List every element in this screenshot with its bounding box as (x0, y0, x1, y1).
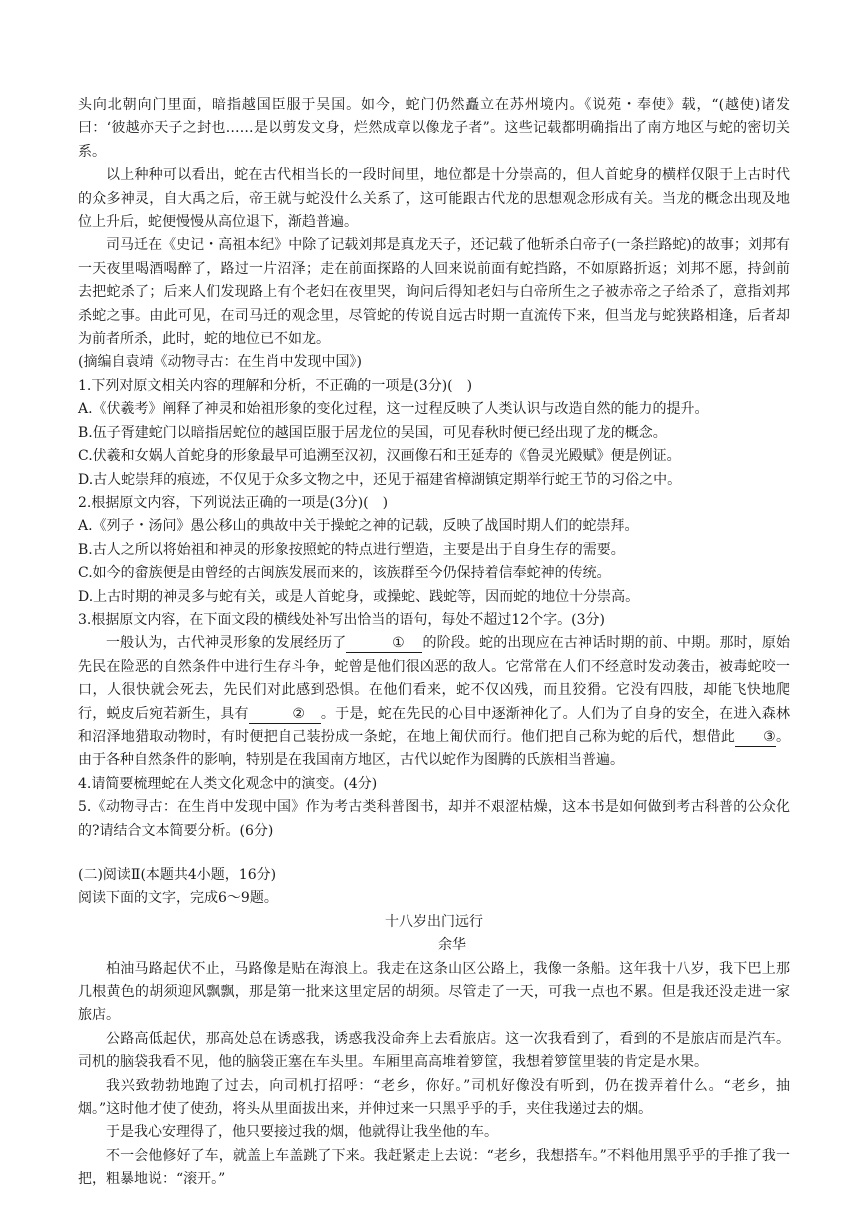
q3-text-part: 的阶段。蛇的出现应在古神话时期的前、中期。那时，原始先民在险恶的自然条件中进行生存斗争，蛇曾是他们很凶恶的敌人。它常常在人们不经意时发动袭击，被毒蛇咬一口，人很快就会死去，先民们对此感到恐惧。在他们看来，蛇不仅凶残，而且狡猾。它没有四肢，却能飞快地爬行，蜕皮后宛若新生，具有 (78, 635, 791, 722)
story-title: 十八岁出门远行 (385, 913, 483, 930)
question-2-option-d: D.上古时期的神灵多与蛇有关，或是人首蛇身，或操蛇、践蛇等，因而蛇的地位十分崇高。 (78, 588, 640, 605)
question-2-option-c: C.如今的畲族便是由曾经的古闽族发展而来的，该族群至今仍保持着信奉蛇神的传统。 (78, 565, 611, 582)
story-paragraph: 柏油马路起伏不止，马路像是贴在海浪上。我走在这条山区公路上，我像一条船。这年我十八岁，我下巴上那几根黄色的胡须迎风飘飘，那是第一批来这里定居的胡须。尽管走了一天，可我一点也不累。但是我还没走进一家旅店。 (78, 960, 790, 1024)
q3-text-part: 。于是，蛇在先民的心目中逐渐神化了。人们为了自身的安全，在进入森林和沼泽地猎取动物时，有时便把自己装扮成一条蛇，在地上匍伏而行。他们把自己称为蛇的后代，想借此 (78, 705, 791, 745)
document-page (78, 94, 790, 1192)
section-instruction: 阅读下面的文字，完成6～9题。 (78, 890, 278, 907)
story-paragraph: 不一会他修好了车，就盖上车盖跳了下来。我赶紧走上去说：“老乡，我想搭车。”不料他用黑乎乎的手推了我一把，粗暴地说：“滚开。” (78, 1147, 790, 1188)
section-heading: (二)阅读Ⅱ(本题共4小题，16分) (78, 867, 277, 883)
passage-source: (摘编自袁靖《动物寻古：在生肖中发现中国》) (78, 354, 362, 371)
question-1-option-c: C.伏羲和女娲人首蛇身的形象最早可追溯至汉初，汉画像石和王延寿的《鲁灵光殿赋》便是例证。 (78, 448, 681, 465)
question-3-stem: 3.根据原文内容，在下面文段的横线处补写出恰当的语句，每处不超过12个字。(3分) (78, 611, 606, 628)
question-1-option-a: A.《伏羲考》阐释了神灵和始祖形象的变化过程，这一过程反映了人类认识与改造自然的能力的提升。 (78, 401, 709, 418)
question-1-stem: 1.下列对原文相关内容的理解和分析，不正确的一项是(3分)( ) (78, 377, 473, 394)
story-author: 余华 (438, 937, 466, 954)
question-2-option-b: B.古人之所以将始祖和神灵的形象按照蛇的特点进行塑造，主要是出于自身生存的需要。 (78, 541, 625, 558)
section-spacer (78, 843, 790, 864)
question-4: 4.请简要梳理蛇在人类文化观念中的演变。(4分) (78, 775, 378, 792)
question-3-passage (78, 632, 790, 772)
passage-paragraph: 以上种种可以看出，蛇在古代相当长的一段时间里，地位都是十分崇高的，但人首蛇身的横样仅限于上古时代的众多神灵，自大禹之后，帝王就与蛇没什么关系了，这可能跟古代龙的思想观念形成有关。当龙的概念出现及地位上升后，蛇便慢慢从高位退下，渐趋普遍。 (78, 167, 790, 231)
story-paragraph: 于是我心安理得了，他只要接过我的烟，他就得让我坐他的车。 (106, 1124, 498, 1141)
question-2-stem: 2.根据原文内容，下列说法正确的一项是(3分)( ) (78, 494, 389, 511)
q3-text-part: 一般认为，古代神灵形象的发展经历了 (106, 635, 347, 652)
fill-blank-3: ③ (735, 728, 776, 747)
question-1-option-b: B.伍子胥建蛇门以暗指居蛇位的越国臣服于居龙位的吴国，可见春秋时便已经出现了龙的概念。 (78, 424, 667, 441)
question-1-option-d: D.古人蛇崇拜的痕迹，不仅见于众多文物之中，还见于福建省樟湖镇定期举行蛇王节的习俗之中。 (78, 471, 682, 488)
question-5: 5.《动物寻古：在生肖中发现中国》作为考古类科普图书，却并不艰涩枯燥，这本书是如何做到考古科普的公众化的?请结合文本简要分析。(6分) (78, 799, 790, 839)
question-2-option-a: A.《列子・汤问》愚公移山的典故中关于操蛇之神的记载，反映了战国时期人们的蛇崇拜。 (78, 518, 639, 535)
fill-blank-1: ① (346, 634, 422, 653)
fill-blank-2: ② (249, 705, 321, 724)
q3-text-part: 。由于各种自然条件的影响，特别是在我国南方地区，古代以蛇作为图腾的氏族相当普遍。 (78, 728, 791, 769)
story-paragraph: 我兴致勃勃地跑了过去，向司机打招呼：“老乡，你好。”司机好像没有听到，仍在拨弄着什么。“老乡，抽烟。”这时他才使了使劲，将头从里面拔出来，并伸过来一只黑乎乎的手，夹住我递过去的烟。 (78, 1077, 790, 1118)
passage-paragraph: 司马迁在《史记・高祖本纪》中除了记载刘邦是真龙天子，还记载了他斩杀白帝子(一条拦路蛇)的故事；刘邦有一天夜里喝酒喝醉了，路过一片沼泽；走在前面探路的人回来说前面有蛇挡路，不如原路折返；刘邦不愿，持剑前去把蛇杀了；后来人们发现路上有个老妇在夜里哭，询问后得知老妇与白帝所生之子被赤帝之子给杀了，意指刘邦杀蛇之事。由此可见，在司马迁的观念里，尽管蛇的传说自远古时期一直流传下来，但当龙与蛇狭路相逢，后者却为前者所杀，此时，蛇的地位已不如龙。 (78, 237, 790, 348)
passage-paragraph: 头向北朝向门里面，暗指越国臣服于吴国。如今，蛇门仍然矗立在苏州境内。《说苑・奉使》载，“(越使)诸发曰：‘彼越亦天子之封也……是以剪发文身，烂然成章以像龙子者”。这些记载都明确指出了南方地区与蛇的密切关系。 (78, 97, 790, 160)
story-paragraph: 公路高低起伏，那高处总在诱惑我，诱惑我没命奔上去看旅店。这一次我看到了，看到的不是旅店而是汽车。司机的脑袋我看不见，他的脑袋正塞在车头里。车厢里高高堆着箩筐，我想着箩筐里装的肯定是水果。 (78, 1030, 790, 1071)
